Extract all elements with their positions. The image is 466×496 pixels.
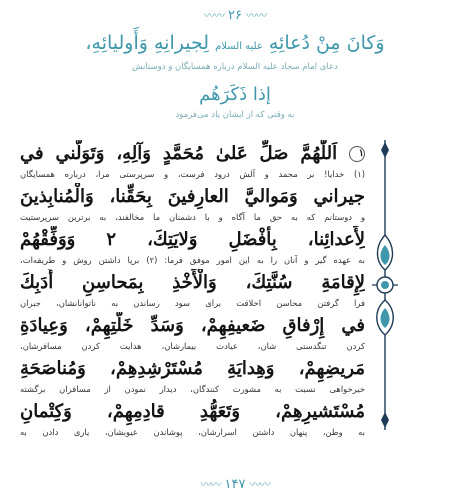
text-line-3	[20, 226, 365, 267]
persian-line: فرا گرفتن محاسن اخلاقت برای سود رساندن به ناتوانانشان، جبران	[20, 298, 365, 308]
subtitle-arabic: إذا ذَكَرَهُم	[199, 84, 271, 105]
persian-line: خیرخواهی نسبت به مشورت کنندگان، دیدار نمودن از مسافران برگشته	[20, 384, 365, 394]
title-arabic-before: وَكانَ مِنْ دُعائِهِ	[268, 32, 385, 54]
text-line-2	[20, 183, 365, 224]
arabic-line	[20, 140, 365, 168]
ornament-right: 〰〰	[245, 9, 266, 22]
persian-line: کردن تنگدستی شان، عیادت بیمارشان، هدایت کردن مسافرشان،	[20, 341, 365, 351]
text-line-4	[20, 269, 365, 310]
arabic-line: لِإِقامَةِ سُنَّتِكَ، وَالْأَخْذِ بِمَحاسِنِ أَدَبِكَ	[20, 272, 365, 293]
title-honorific: عليه السلام	[215, 41, 263, 52]
text-line-7	[20, 398, 365, 439]
verse-marker: ١	[349, 146, 365, 162]
persian-line: و دوستانم که به حق ما آگاه و با دشمنان ما مخالفند، به برترین سرپرستیت	[20, 212, 365, 222]
arabic-text: اَللّٰهُمَّ صَلِّ عَلىٰ مُحَمَّدٍ وَآلِهِ، وَتَوَلَّني في	[20, 143, 338, 164]
page-header	[175, 4, 295, 26]
persian-line: به وطن، پنهان داشتن اسرارشان، پوشاندن عیوبشان، یاری دادن به	[20, 427, 365, 437]
page-number-top: ۲۶	[228, 7, 242, 23]
persian-line: (۱) خدایا! بر محمد و آلش درود فرست، و سرپرستی مرا، درباره همسایگان	[20, 169, 365, 179]
arabic-line: مَريضِهِمْ، وَهِدايَةِ مُسْتَرْشِدِهِمْ، وَمُناصَحَةِ	[20, 358, 365, 379]
arabic-line: مُسْتَشيرِهِمْ، وَتَعَهُّدِ قادِمِهِمْ، وَكِتْمانِ	[20, 401, 365, 422]
ornament-right: 〰〰	[249, 478, 270, 491]
persian-line: به عهده گیر و آنان را به این امور موفق فرما: (۲) برپا داشتن روش و طریقه‌ات،	[20, 255, 365, 265]
arabic-line: في إِرْفاقِ ضَعيفِهِمْ، وَسَدِّ خَلَّتِهِمْ، وَعِيادَةِ	[20, 315, 365, 336]
side-ornament	[372, 140, 398, 430]
text-line-6	[20, 355, 365, 396]
ornament-left: 〰〰	[204, 9, 225, 22]
text-line-5	[20, 312, 365, 353]
ornament-left: 〰〰	[200, 478, 221, 491]
title-arabic-after: لِجيرانِهِ وَأَوليائِهِ،	[85, 32, 210, 54]
page-number-bottom: ۱۴۷	[224, 476, 246, 492]
subtitle-translation: به وقتی که از ایشان یاد می‌فرمود	[175, 110, 295, 120]
title-translation: دعای امام سجاد علیه السلام درباره همسایگان و دوستانش	[132, 62, 338, 72]
supplication-title	[60, 32, 410, 54]
arabic-line: لِأَعدائِنا، بِأَفْضَلِ وَلايَتِكَ، ٢ وَوَفِّقْهُمْ	[20, 229, 365, 250]
arabic-line: جيراني وَمَواليَّ العارِفينَ بِحَقِّنا، وَالْمُنابِذينَ	[20, 186, 365, 207]
text-line-1	[20, 140, 365, 181]
page-footer	[175, 474, 295, 494]
